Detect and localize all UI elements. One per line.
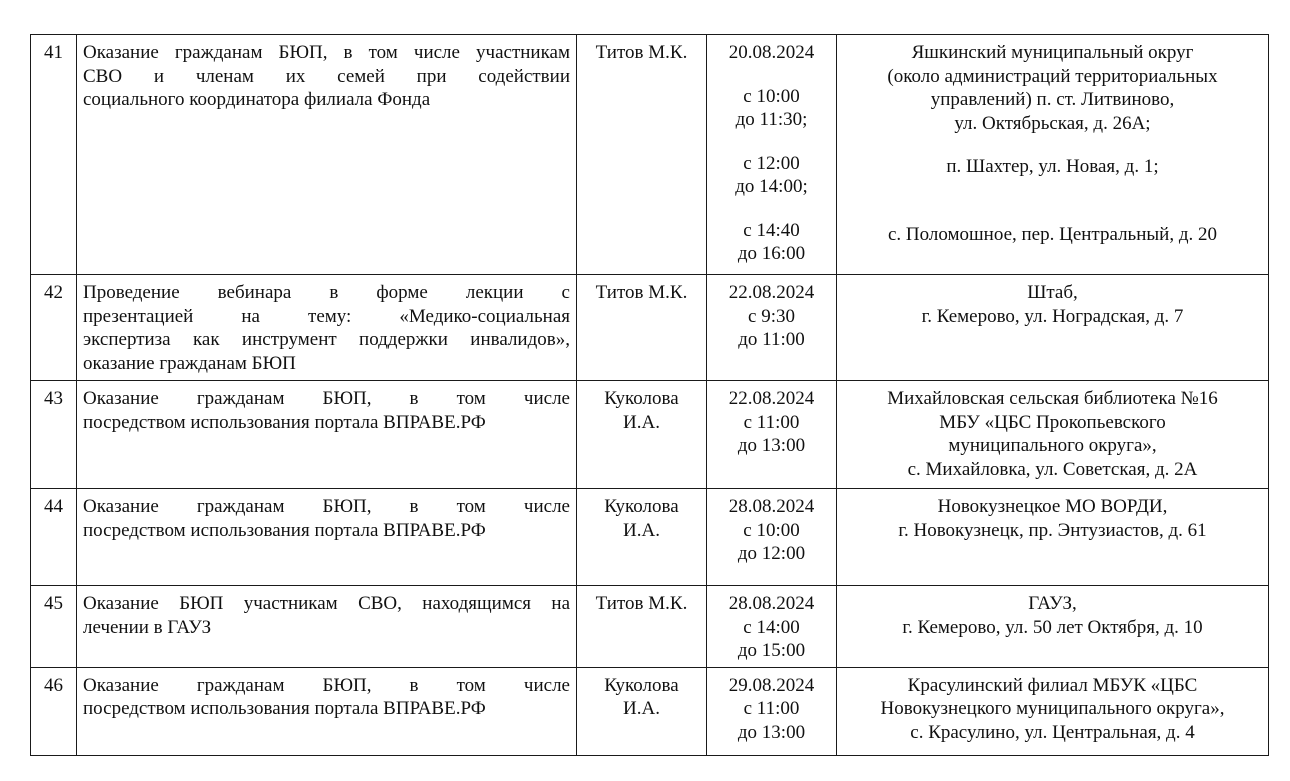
location-line: г. Новокузнецк, пр. Энтузиастов, д. 61 <box>898 519 1207 541</box>
event-location <box>837 275 1269 381</box>
event-date: 29.08.2024 <box>728 674 815 696</box>
events-table <box>30 34 1269 756</box>
location-line: Новокузнецкое МО ВОРДИ, <box>937 496 1168 517</box>
time-start: с 12:00 <box>743 152 800 174</box>
event-date-time <box>707 275 837 381</box>
event-location <box>837 586 1269 668</box>
time-start: с 11:00 <box>743 698 800 719</box>
description-line: социального координатора филиала Фонда <box>83 89 431 110</box>
event-date: 22.08.2024 <box>728 388 815 409</box>
location-line: с. Красулино, ул. Центральная, д. 4 <box>910 721 1195 743</box>
description-line: Оказание гражданам БЮП, в том числе участникам <box>83 42 570 63</box>
table-row <box>31 35 1269 275</box>
responsible-initials: И.А. <box>623 519 660 541</box>
time-end: до 15:00 <box>737 640 806 661</box>
location-line: ГАУЗ, <box>1028 593 1077 614</box>
event-date-time <box>707 586 837 668</box>
responsible-person <box>577 275 707 381</box>
event-date-time <box>707 667 837 755</box>
event-description <box>77 35 577 275</box>
time-start: с 10:00 <box>743 519 800 541</box>
event-date-time <box>707 381 837 489</box>
description-line: Оказание БЮП участникам СВО, находящимся на <box>83 593 570 614</box>
table-row <box>31 667 1269 755</box>
description-line: лечении в ГАУЗ <box>83 616 212 638</box>
responsible-person <box>577 381 707 489</box>
event-date: 28.08.2024 <box>728 593 815 614</box>
event-description <box>77 275 577 381</box>
time-end: до 13:00 <box>737 721 806 743</box>
responsible-name: Куколова <box>604 674 679 696</box>
responsible-name: Куколова <box>604 388 679 409</box>
location-line: п. Шахтер, ул. Новая, д. 1; <box>946 156 1159 177</box>
responsible-person <box>577 586 707 668</box>
location-line: управлений) п. ст. Литвиново, <box>930 89 1175 110</box>
description-line: Оказание гражданам БЮП, в том числе <box>83 674 570 696</box>
responsible-person <box>577 489 707 586</box>
time-end: до 11:30; <box>735 109 808 130</box>
event-location <box>837 35 1269 275</box>
location-line: с. Михайловка, ул. Советская, д. 2А <box>907 458 1198 480</box>
responsible-initials: И.А. <box>623 411 660 433</box>
table-row <box>31 489 1269 586</box>
event-location <box>837 667 1269 755</box>
description-line: Проведение вебинара в форме лекции с <box>83 282 570 303</box>
description-line: презентацией на тему: «Медико-социальная <box>83 305 570 327</box>
time-end: до 11:00 <box>738 329 805 350</box>
event-description <box>77 586 577 668</box>
event-date: 28.08.2024 <box>728 496 815 517</box>
location-line: с. Поломошное, пер. Центральный, д. 20 <box>888 223 1217 245</box>
row-number: 44 <box>31 489 77 586</box>
event-date: 22.08.2024 <box>728 282 815 303</box>
location-line: Михайловская сельская библиотека №16 <box>887 388 1218 409</box>
description-line: Оказание гражданам БЮП, в том числе <box>83 388 570 409</box>
row-number: 45 <box>31 586 77 668</box>
responsible-initials: И.А. <box>623 698 660 719</box>
location-line: Яшкинский муниципальный округ <box>911 42 1194 63</box>
time-end: до 13:00 <box>737 435 806 456</box>
time-end: до 14:00; <box>735 176 808 197</box>
time-start: с 14:40 <box>743 219 800 241</box>
table-row <box>31 381 1269 489</box>
event-date-time <box>707 489 837 586</box>
location-line: Новокузнецкого муниципального округа», <box>880 698 1225 719</box>
time-start: с 14:00 <box>743 616 800 638</box>
event-location <box>837 489 1269 586</box>
event-date: 20.08.2024 <box>728 42 815 63</box>
responsible-name: Титов М.К. <box>595 282 688 303</box>
location-line: (около администраций территориальных <box>887 65 1218 87</box>
row-number: 42 <box>31 275 77 381</box>
event-description <box>77 667 577 755</box>
location-line: ул. Октябрьская, д. 26А; <box>954 112 1151 134</box>
responsible-person <box>577 667 707 755</box>
event-description <box>77 489 577 586</box>
location-line: МБУ «ЦБС Прокопьевского <box>939 411 1166 433</box>
description-line: СВО и членам их семей при содействии <box>83 65 570 87</box>
table-row <box>31 275 1269 381</box>
description-line: посредством использования портала ВПРАВЕ.РФ <box>83 698 486 719</box>
time-end: до 12:00 <box>737 543 806 564</box>
location-line: Красулинский филиал МБУК «ЦБС <box>907 674 1198 696</box>
time-end: до 16:00 <box>737 243 806 264</box>
location-line: г. Кемерово, ул. 50 лет Октября, д. 10 <box>902 616 1203 638</box>
location-line: г. Кемерово, ул. Ноградская, д. 7 <box>921 305 1184 327</box>
description-line: Оказание гражданам БЮП, в том числе <box>83 496 570 517</box>
responsible-name: Титов М.К. <box>595 593 688 614</box>
responsible-person <box>577 35 707 275</box>
responsible-name: Куколова <box>604 496 679 517</box>
row-number: 41 <box>31 35 77 275</box>
event-location <box>837 381 1269 489</box>
description-line: посредством использования портала ВПРАВЕ.РФ <box>83 519 486 541</box>
time-start: с 11:00 <box>743 411 800 433</box>
table-row <box>31 586 1269 668</box>
description-line: экспертиза как инструмент поддержки инвалидов», <box>83 329 570 350</box>
location-line: муниципального округа», <box>948 435 1157 456</box>
location-line: Штаб, <box>1027 282 1078 303</box>
event-date-time <box>707 35 837 275</box>
time-start: с 10:00 <box>743 85 800 107</box>
row-number: 46 <box>31 667 77 755</box>
time-start: с 9:30 <box>748 305 795 327</box>
event-description <box>77 381 577 489</box>
row-number: 43 <box>31 381 77 489</box>
description-line: оказание гражданам БЮП <box>83 352 296 374</box>
description-line: посредством использования портала ВПРАВЕ.РФ <box>83 411 486 433</box>
responsible-name: Титов М.К. <box>595 42 688 63</box>
